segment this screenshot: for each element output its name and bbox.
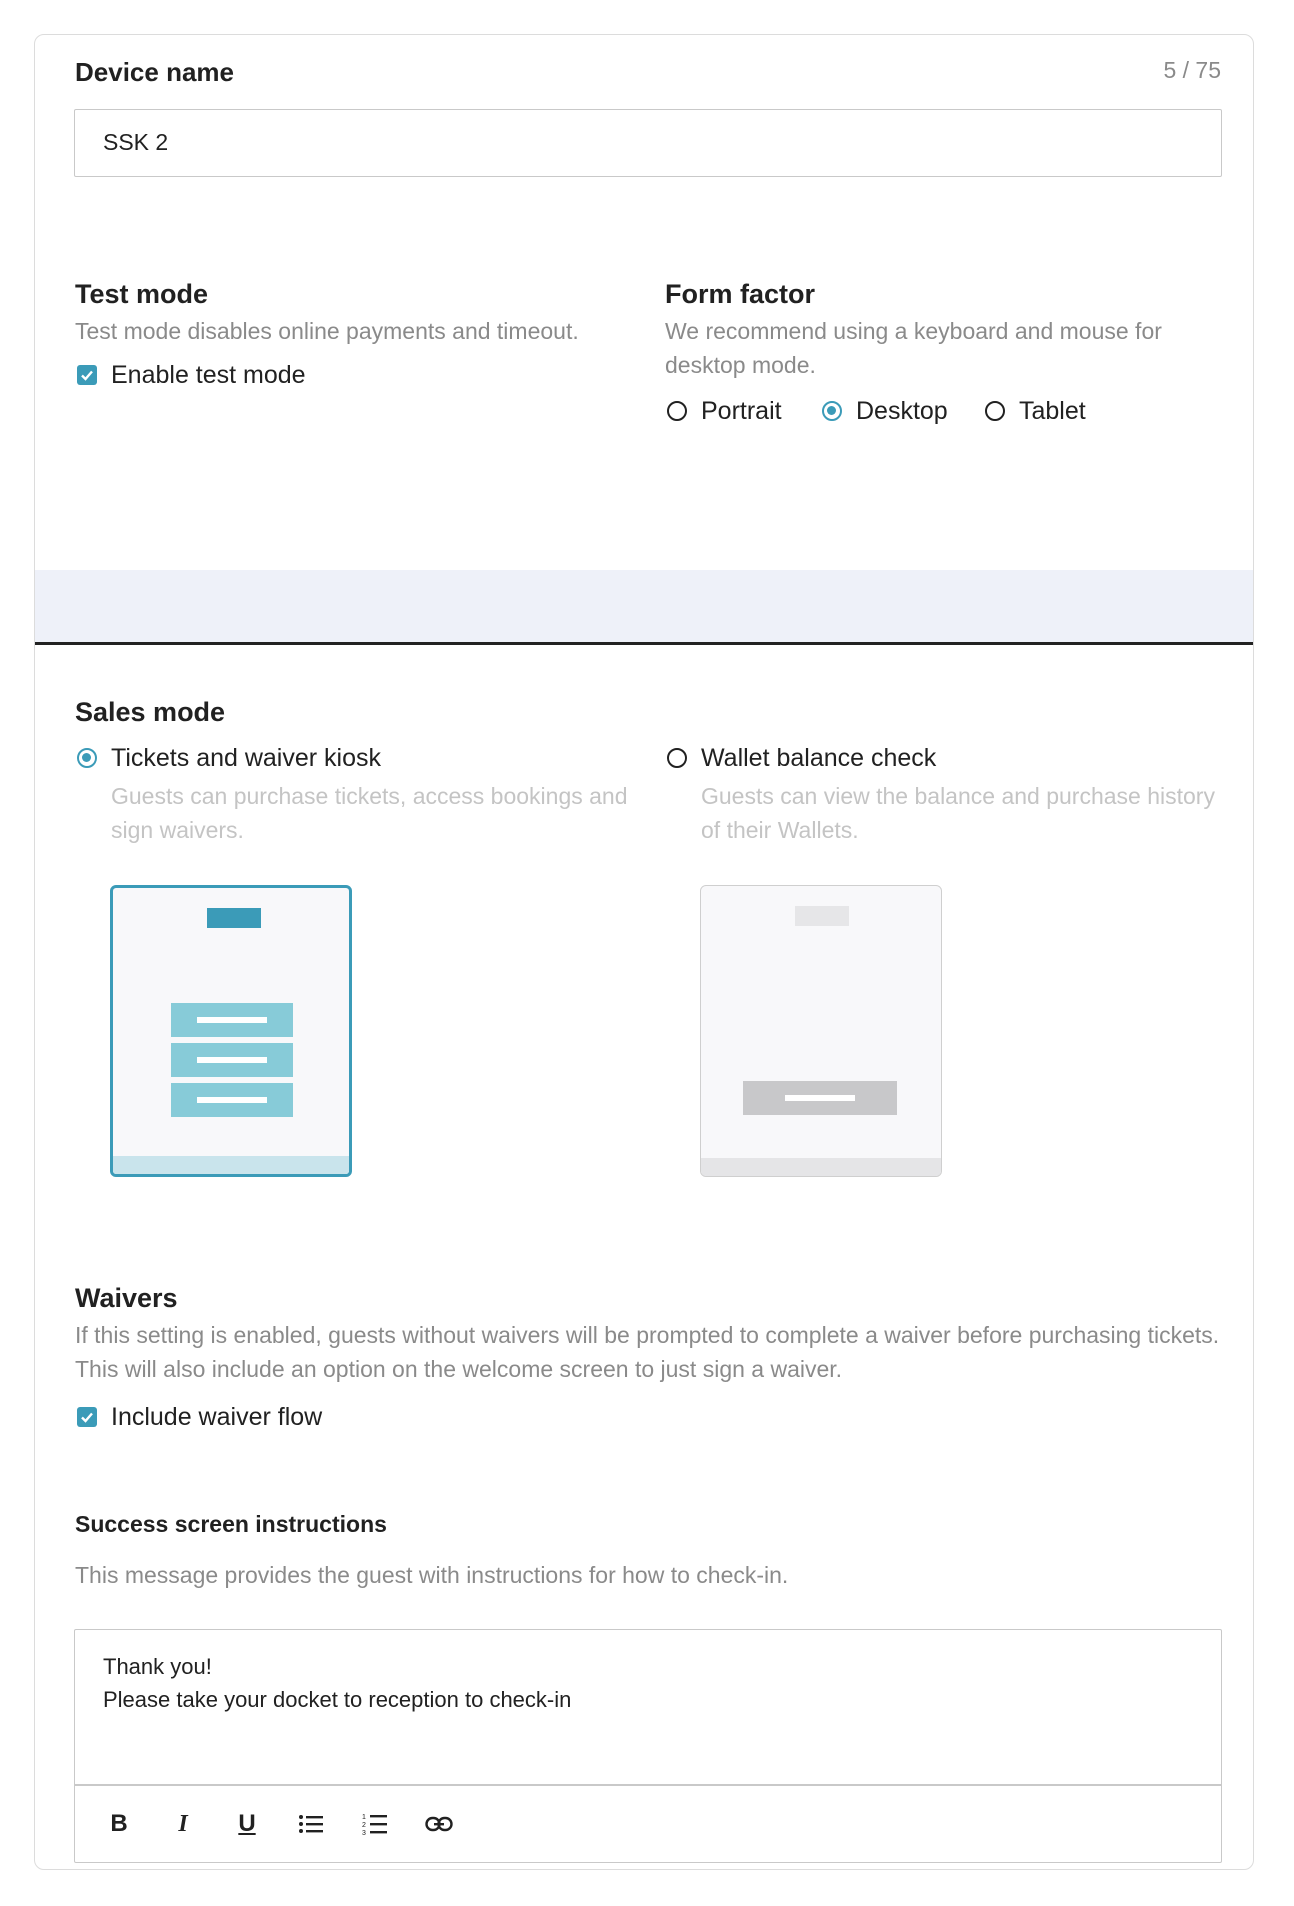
waivers-description: If this setting is enabled, guests without waivers will be prompted to complete a waiver before purchasing tickets. This will also include an option on the welcome screen to just sign a waiver. <box>75 1322 1220 1382</box>
success-screen-title: Success screen instructions <box>75 1511 387 1537</box>
form-factor-description: We recommend using a keyboard and mouse for desktop mode. <box>665 318 1162 378</box>
tablet-radio[interactable] <box>985 401 1005 421</box>
portrait-radio[interactable] <box>667 401 687 421</box>
preview-header-block <box>207 908 261 928</box>
wallet-balance-preview[interactable] <box>700 885 942 1177</box>
desktop-label[interactable]: Desktop <box>856 397 948 425</box>
desktop-radio[interactable] <box>822 401 842 421</box>
waivers-title: Waivers <box>75 1283 178 1313</box>
svg-text:2: 2 <box>362 1822 366 1829</box>
svg-text:3: 3 <box>362 1830 366 1836</box>
bold-icon[interactable]: B <box>110 1810 128 1837</box>
editor-toolbar-divider <box>75 1784 1221 1786</box>
sales-mode-title: Sales mode <box>75 697 226 727</box>
include-waiver-flow-label[interactable]: Include waiver flow <box>111 1403 323 1431</box>
preview-footer <box>113 1156 349 1174</box>
tickets-waiver-kiosk-radio[interactable] <box>77 748 97 768</box>
editor-line: Thank you! <box>103 1654 212 1679</box>
wallet-balance-check-description: Guests can view the balance and purchase history of their Wallets. <box>701 783 1215 843</box>
tickets-kiosk-preview[interactable] <box>110 885 352 1177</box>
link-icon[interactable] <box>419 1804 459 1844</box>
wallet-balance-check-label[interactable]: Wallet balance check <box>701 744 937 772</box>
device-settings-card <box>34 34 1254 1870</box>
device-name-input[interactable] <box>74 109 1222 177</box>
test-mode-title: Test mode <box>75 279 209 309</box>
enable-test-mode-label[interactable]: Enable test mode <box>111 361 306 389</box>
underline-icon[interactable]: U <box>238 1810 256 1837</box>
tablet-label[interactable]: Tablet <box>1019 397 1086 425</box>
device-name-value: SSK 2 <box>103 129 169 155</box>
device-name-label: Device name <box>75 57 234 87</box>
tickets-waiver-kiosk-label[interactable]: Tickets and waiver kiosk <box>111 744 381 772</box>
character-counter: 5 / 75 <box>1163 57 1221 83</box>
checkmark-icon <box>79 1409 95 1425</box>
include-waiver-flow-checkbox[interactable] <box>77 1407 97 1427</box>
success-message-editor[interactable] <box>74 1629 1222 1863</box>
checkmark-icon <box>79 367 95 383</box>
preview-menu-button <box>171 1003 293 1037</box>
preview-menu-button <box>171 1043 293 1077</box>
tickets-waiver-kiosk-description: Guests can purchase tickets, access bookings and sign waivers. <box>111 783 628 843</box>
editor-content[interactable] <box>103 1650 571 1716</box>
preview-action-button <box>743 1081 897 1115</box>
bulleted-list-icon[interactable] <box>291 1804 331 1844</box>
preview-footer <box>701 1158 941 1176</box>
editor-line: Please take your docket to reception to check-in <box>103 1687 572 1712</box>
preview-header-block <box>795 906 849 926</box>
preview-menu-button <box>171 1083 293 1117</box>
form-factor-title: Form factor <box>665 279 816 309</box>
portrait-label[interactable]: Portrait <box>701 397 782 425</box>
success-screen-description: This message provides the guest with instructions for how to check-in. <box>75 1562 789 1588</box>
italic-icon[interactable]: I <box>178 1810 188 1837</box>
section-divider <box>35 570 1253 645</box>
test-mode-description: Test mode disables online payments and timeout. <box>75 318 579 344</box>
enable-test-mode-checkbox[interactable] <box>77 365 97 385</box>
wallet-balance-check-radio[interactable] <box>667 748 687 768</box>
numbered-list-icon[interactable] <box>355 1804 395 1844</box>
svg-text:1: 1 <box>362 1814 366 1821</box>
